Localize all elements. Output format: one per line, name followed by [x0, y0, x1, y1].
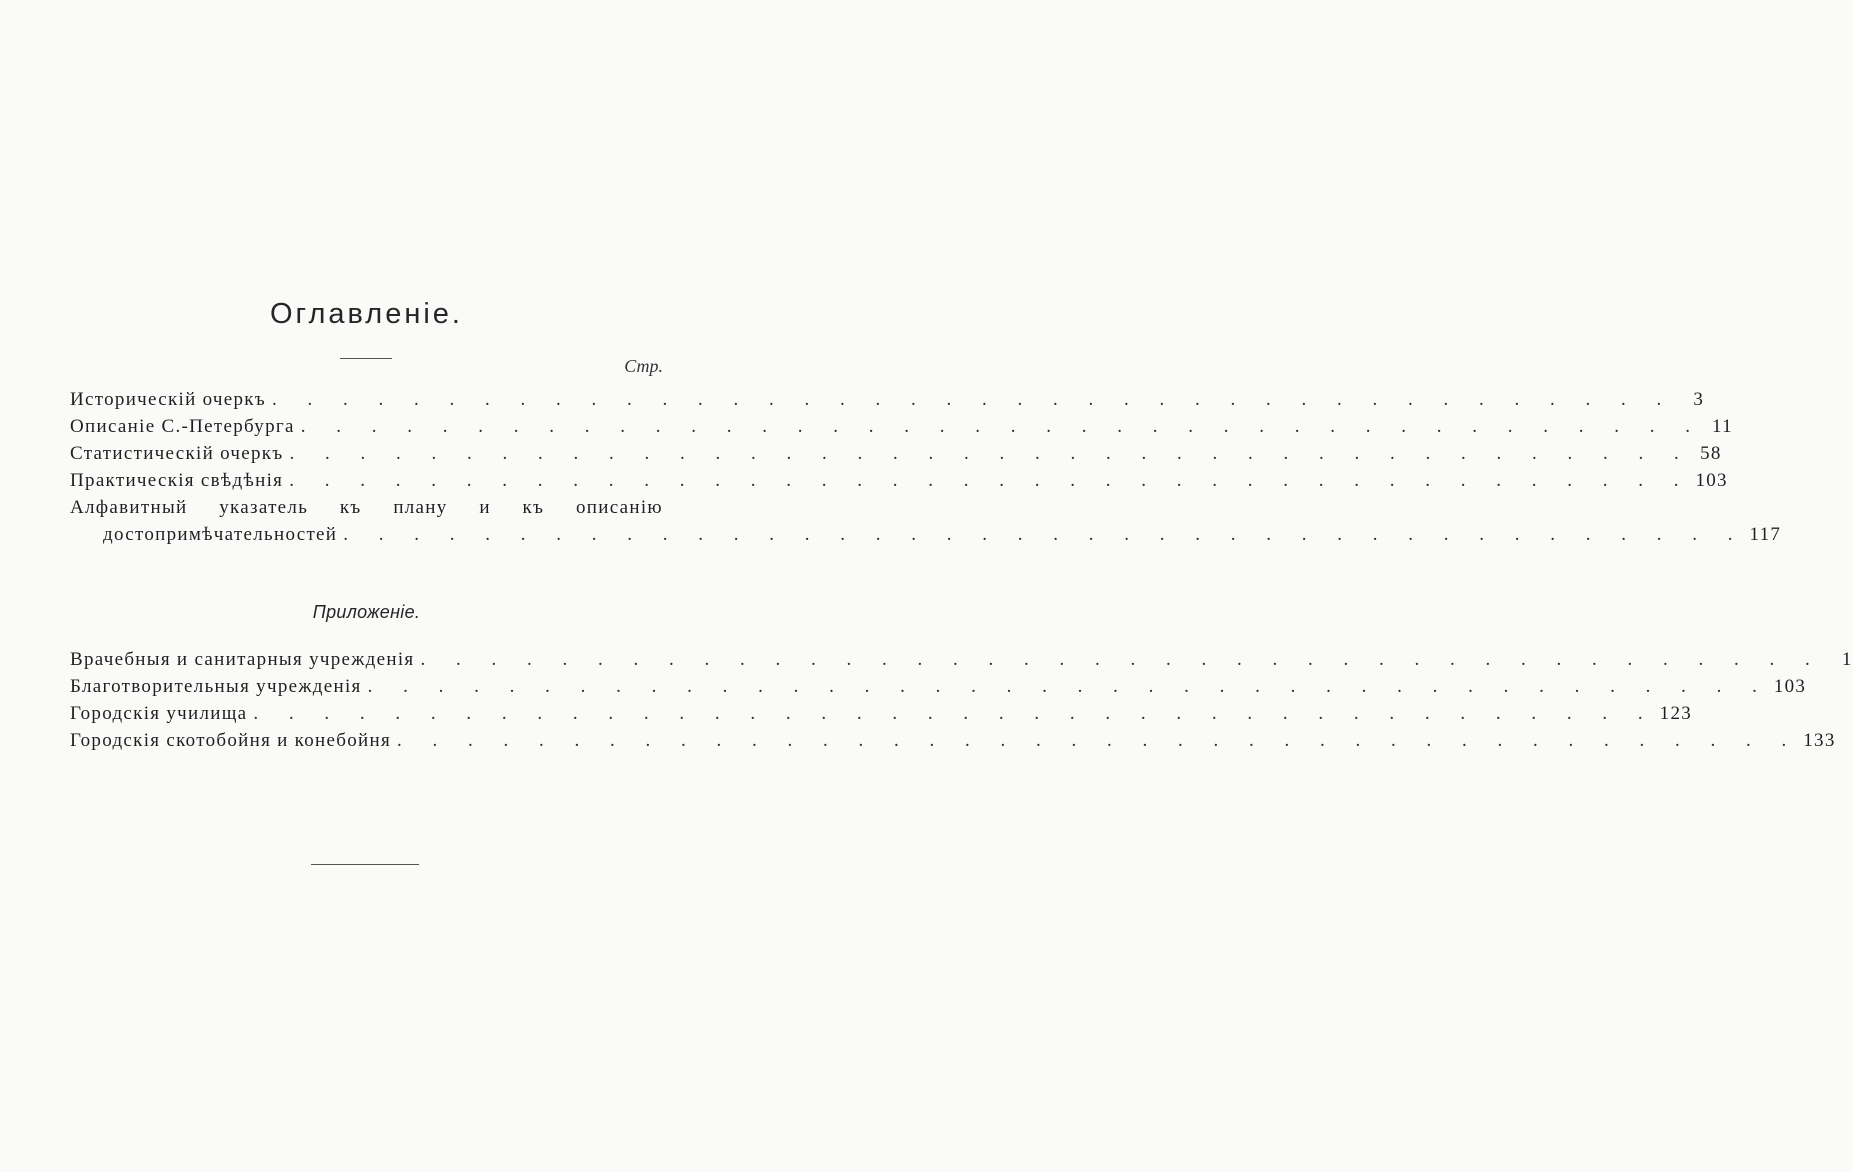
appendix-entry-page: 123: [1659, 703, 1693, 724]
closing-divider: [311, 864, 419, 865]
dot-leader: . . . . . . . . . . . . . . . . . . . . . . . . . . . . . . . . . . . . . . . .: [420, 649, 1823, 670]
toc-entry: [70, 413, 1733, 440]
appendix-entry-page: 133: [1803, 730, 1836, 751]
dot-leader: . . . . . . . . . . . . . . . . . . . . . . . . . . . . . . . . . . . . . . . .: [253, 703, 1656, 724]
toc-entry-page: 11: [1712, 416, 1733, 437]
appendix-entry-label: Врачебныя и санитарныя учрежденія: [70, 649, 415, 670]
toc-entry-page: 103: [1695, 470, 1728, 491]
toc-entry-word: указатель: [219, 497, 309, 518]
appendix-entry-page: 103: [1773, 676, 1807, 697]
dot-leader: . . . . . . . . . . . . . . . . . . . . . . . . . . . . . . . . . . . . . . . .: [367, 676, 1770, 697]
toc-entry-first-line: [70, 494, 663, 521]
toc-entry-word: описанію: [575, 497, 663, 518]
table-of-contents: [70, 386, 1782, 548]
appendix-entry: [70, 673, 1807, 700]
toc-entry-word: и: [479, 497, 491, 518]
toc-entry-page: 3: [1693, 389, 1705, 410]
toc-entry: [70, 467, 1728, 494]
dot-leader: . . . . . . . . . . . . . . . . . . . . . . . . . . . . . . . . . . . . . . . .: [300, 416, 1703, 437]
toc-entry-label: Статистическій очеркъ: [70, 443, 284, 464]
appendix-entry-label: Городскія скотобойня и конебойня: [70, 730, 391, 751]
toc-entry-label: Практическія свѣдѣнія: [70, 470, 284, 491]
toc-entry-label: достопримѣчательностей: [103, 524, 338, 545]
appendix-entry: [70, 646, 1853, 673]
title-divider: [340, 358, 392, 359]
toc-entry-label: Историческій очеркъ: [70, 389, 266, 410]
dot-leader: . . . . . . . . . . . . . . . . . . . . . . . . . . . . . . . . . . . . . . . .: [289, 443, 1692, 464]
toc-entry: [70, 386, 1705, 413]
toc-entry: [70, 440, 1722, 467]
toc-entry-page: 117: [1749, 524, 1782, 545]
toc-entry-word: къ: [339, 497, 362, 518]
dot-leader: . . . . . . . . . . . . . . . . . . . . . . . . . . . . . . . . . . . . . . . .: [397, 730, 1800, 751]
appendix-entry-page: 1: [1841, 649, 1853, 670]
appendix-title: Приложеніе.: [312, 602, 421, 622]
toc-entry-continuation: [70, 521, 1782, 548]
toc-entry-page: 58: [1700, 443, 1722, 464]
toc-entry-label: Описаніе С.-Петербурга: [70, 416, 295, 437]
page-title: Оглавленіе.: [270, 298, 463, 330]
appendix-entry: [70, 727, 1836, 754]
appendix-entry-label: Благотворительныя учрежденія: [70, 676, 362, 697]
appendix-contents: [70, 646, 1853, 754]
toc-entry-word: Алфавитный: [70, 497, 188, 518]
toc-entry-word: плану: [393, 497, 448, 518]
appendix-entry: [70, 700, 1693, 727]
dot-leader: . . . . . . . . . . . . . . . . . . . . . . . . . . . . . . . . . . . . . . . .: [271, 389, 1675, 410]
dot-leader: . . . . . . . . . . . . . . . . . . . . . . . . . . . . . . . . . . . . . . . .: [343, 524, 1746, 545]
appendix-entry-label: Городскія училища: [70, 703, 248, 724]
dot-leader: . . . . . . . . . . . . . . . . . . . . . . . . . . . . . . . . . . . . . . . .: [289, 470, 1692, 491]
page-column-header: Стр.: [624, 356, 663, 376]
toc-entry-word: къ: [522, 497, 545, 518]
